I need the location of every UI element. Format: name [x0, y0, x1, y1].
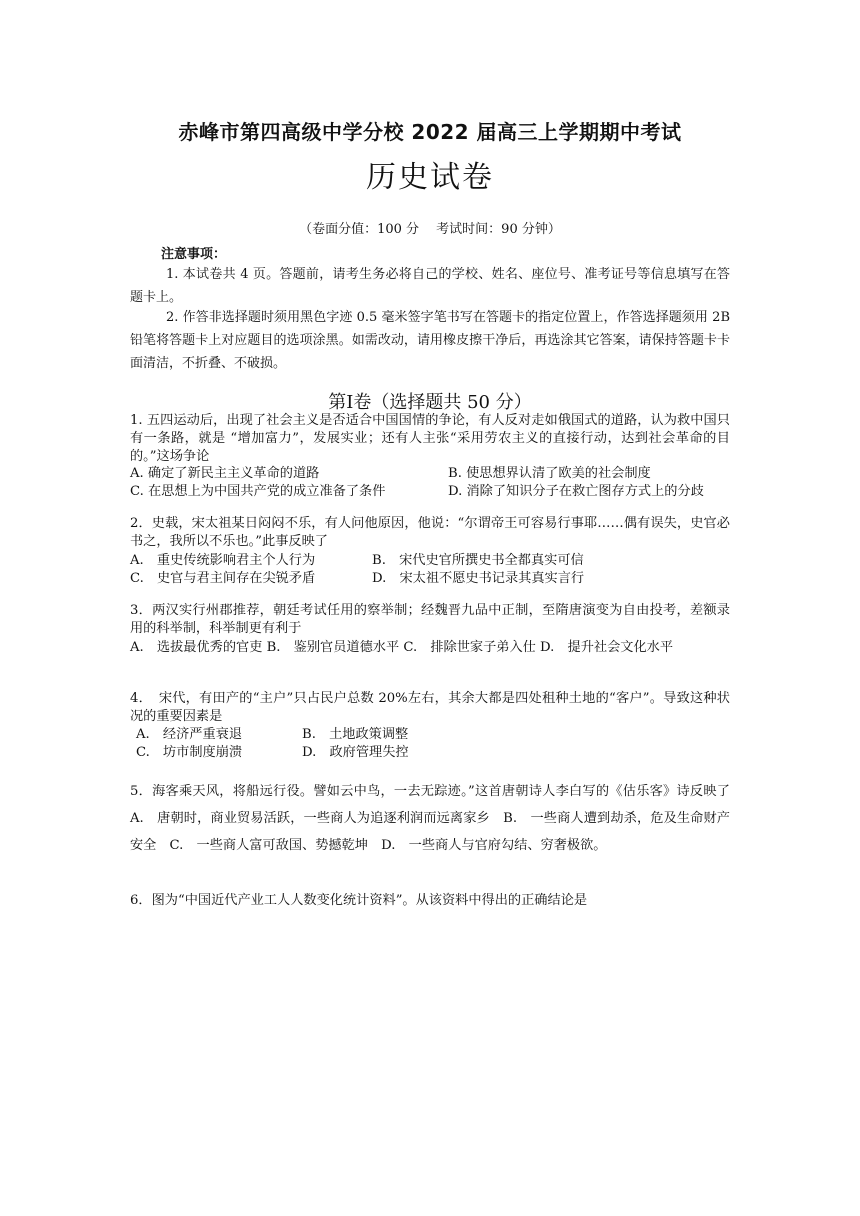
question-4-stem: 4． 宋代，有田产的“主户”只占民户总数 20%左右，其余大都是四处租种土地的“客户”。导致这种状况的重要因素是 [130, 691, 730, 724]
question-1-stem: 1. 五四运动后，出现了社会主义是否适合中国国情的争论，有人反对走如俄国式的道路，认为救中国只有一条路，就是 “增加富力”，发展实业；还有人主张“采用劳农主义的直接行动，达到社会革命的目的。”这场争论 [130, 413, 730, 464]
subject-title: 历史试卷 [366, 160, 494, 195]
question-1-option-a: A. 确定了新民主主义革命的道路 [130, 466, 320, 481]
question-2-option-c: C. 史官与君主间存在尖锐矛盾 [130, 571, 316, 586]
section-title: 第Ⅰ卷（选择题共 50 分） [328, 392, 532, 413]
notice-heading: 注意事项： [161, 247, 227, 262]
question-1-option-c: C. 在思想上为中国共产党的成立准备了条件 [130, 484, 386, 499]
question-4-option-c: C. 坊市制度崩溃 [136, 745, 243, 760]
question-4-option-d: D. 政府管理失控 [302, 745, 409, 760]
notice-item-1: 1. 本试卷共 4 页。答题前，请考生务必将自己的学校、姓名、座位号、准考证号等信息填写在答题卡上。 [130, 267, 730, 305]
question-6-stem: 6．图为“中国近代产业工人人数变化统计资料”。从该资料中得出的正确结论是 [130, 893, 588, 908]
question-2-option-a: A. 重史传统影响君主个人行为 [130, 553, 316, 568]
question-4-option-b: B. 土地政策调整 [302, 727, 409, 742]
question-4-option-a: A. 经济严重衰退 [136, 727, 243, 742]
question-2-option-d: D. 宋太祖不愿史书记录其真实言行 [372, 571, 585, 586]
question-3-stem: 3．两汉实行州郡推荐，朝廷考试任用的察举制；经魏晋九品中正制，至隋唐演变为自由投考，差额录用的科举制，科举制更有利于 [130, 603, 730, 636]
question-5-stem: 5．海客乘天风，将船远行役。譬如云中鸟，一去无踪迹。”这首唐朝诗人李白写的《估乐客》诗反映了 A. 唐朝时，商业贸易活跃，一些商人为追逐利润而远离家乡 B. 一些商人遭到劫杀，危及生命财产安全 C. 一些商人富可敌国、势撼乾坤 D. 一些商人与官府勾结、穷奢极欲。 [130, 784, 748, 853]
question-1-option-d: D. 消除了知识分子在救亡图存方式上的分歧 [448, 484, 704, 499]
question-1-option-b: B. 使思想界认清了欧美的社会制度 [448, 466, 651, 481]
notice-item-2: 2. 作答非选择题时须用黑色字迹 0.5 毫米签字笔书写在答题卡的指定位置上，作答选择题须用 2B 铅笔将答题卡上对应题目的选项涂黑。如需改动，请用橡皮擦干净后，再选涂其它答案，请保持答题卡卡面清洁，不折叠、不破损。 [130, 310, 730, 371]
school-title: 赤峰市第四高级中学分校 2022 届高三上学期期中考试 [178, 120, 682, 144]
exam-info: （卷面分值：100 分 考试时间：90 分钟） [299, 222, 561, 237]
question-2-option-b: B. 宋代史官所撰史书全都真实可信 [372, 553, 584, 568]
question-2-stem: 2．史载，宋太祖某日闷闷不乐，有人问他原因，他说：“尔谓帝王可容易行事耶……偶有误失，史官必书之，我所以不乐也。”此事反映了 [130, 516, 730, 549]
question-3-options: A. 选拔最优秀的官吏 B. 鉴别官员道德水平 C. 排除世家子弟入仕 D. 提升社会文化水平 [130, 640, 674, 655]
